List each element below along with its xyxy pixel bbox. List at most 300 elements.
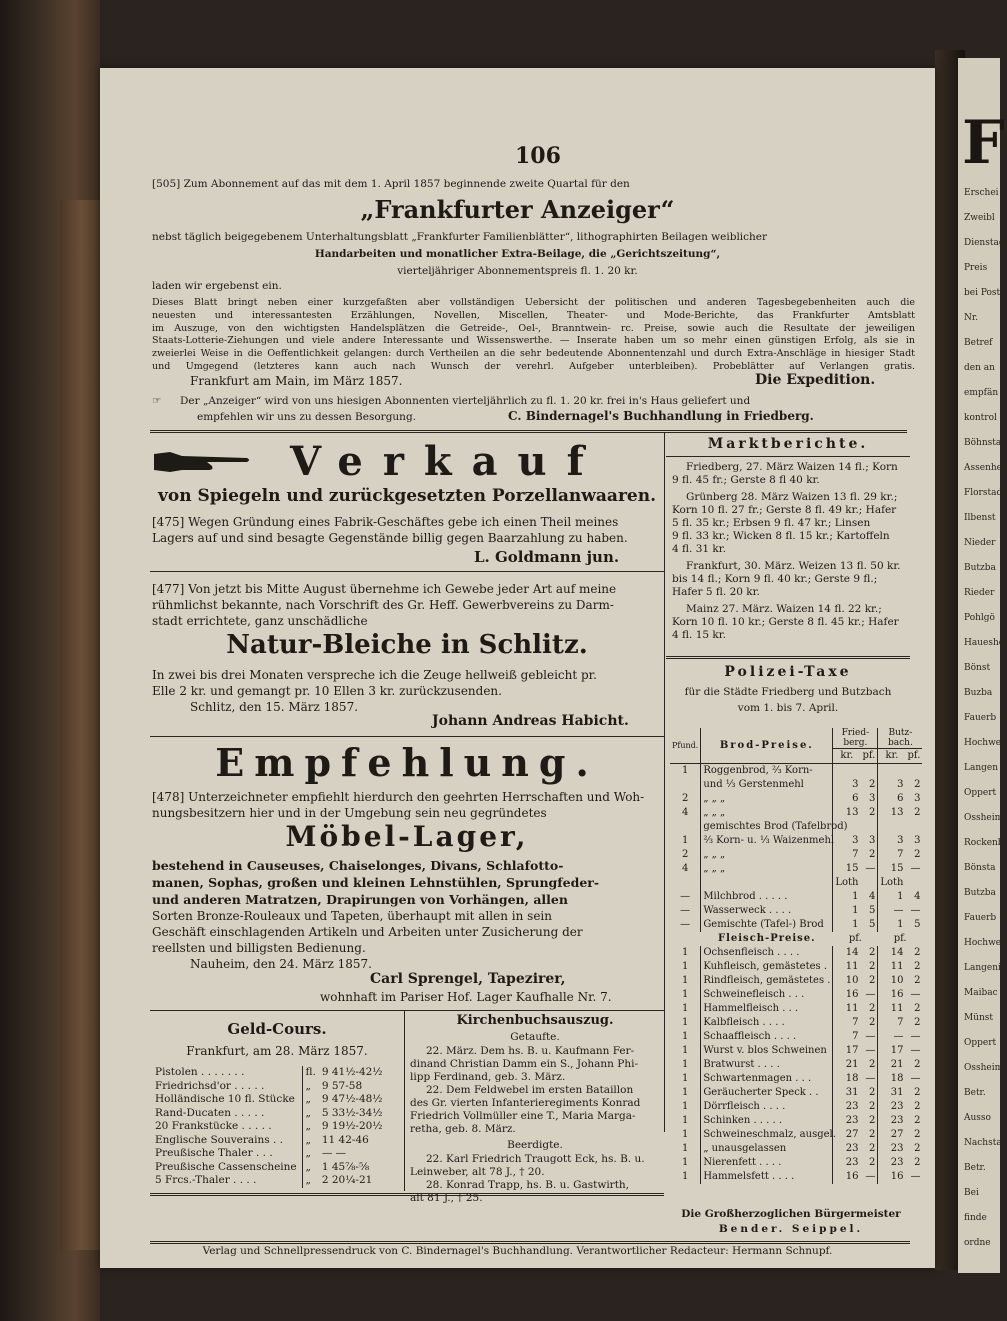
verkauf-subtitle: von Spiegeln und zurückgesetzten Porzellanwaaren. (158, 486, 656, 506)
tax-cell: 23 (845, 1115, 859, 1126)
next-page-text-fragment: Haueshei (964, 638, 1007, 648)
next-page-text-fragment: Fauerb (964, 913, 997, 923)
tax-cell: Schaaffleisch . . . . (701, 1030, 833, 1044)
tax-cell: Nierenfett . . . . (701, 1156, 833, 1170)
tax-cell: 27 (845, 1129, 859, 1140)
empfehlung-line8: reellsten und billigsten Bedienung. (152, 941, 366, 955)
brod-row (670, 820, 922, 834)
fleisch-row (670, 1044, 922, 1058)
fleisch-row (670, 974, 922, 988)
geld-value: 2 20¼-21 (321, 1174, 373, 1186)
tax-cell: 4 (670, 862, 701, 876)
next-page-text-fragment: bei Post (964, 288, 1001, 298)
geld-value: 5 33½-34½ (321, 1106, 383, 1119)
bleiche-line2: rühmlichst bekannte, nach Vorschrift des Gr. Heff. Gewerbvereins zu Darm- (152, 598, 614, 612)
geld-unit: „ (302, 1174, 319, 1188)
tax-cell: Schweineschmalz, ausgel. (701, 1128, 833, 1142)
geld-value: 9 47½-48½ (321, 1093, 383, 1105)
tax-cell: 1 (670, 1086, 701, 1100)
empfehlung-signature: Carl Sprengel, Tapezirer, (370, 971, 566, 987)
tax-cell: 1 (670, 764, 701, 779)
kirche-entry (410, 1153, 662, 1179)
geld-name: Englische Souverains . . (155, 1133, 284, 1146)
tax-cell: Rindfleisch, gemästetes . (701, 974, 833, 988)
tax-cell: Loth (880, 877, 904, 888)
markt-list (672, 461, 910, 646)
fleisch-row (670, 1030, 922, 1044)
tax-cell: — (860, 988, 877, 1002)
abo-note-signature: C. Bindernagel's Buchhandlung in Friedberg. (508, 409, 814, 423)
kirche-line: Leinweber, alt 78 J., † 20. (410, 1166, 545, 1178)
geld-value: 11 42-46 (321, 1133, 369, 1146)
next-page-text-fragment: Ossheim (964, 1063, 1004, 1073)
tax-cell: 3 (852, 779, 859, 790)
tax-cell: 3 (860, 792, 877, 806)
kirche-line: 22. März. Dem hs. B. u. Kaufmann Fer- (426, 1045, 635, 1057)
bleiche-title: Natur-Bleiche in Schlitz. (226, 630, 588, 660)
tax-cell: Wasserweck . . . . (701, 904, 833, 918)
kirche-entry (410, 1084, 662, 1136)
tax-cell: 7 (852, 1017, 859, 1028)
fleisch-row (670, 988, 922, 1002)
geld-value: 1 45⅞-⅝ (321, 1160, 370, 1173)
verkauf-title: Verkauf (290, 438, 604, 485)
tax-cell: 1 (670, 988, 701, 1002)
tax-cell: 17 (845, 1045, 859, 1056)
geld-row (152, 1120, 386, 1134)
tax-cell: Wurst v. blos Schweinen (701, 1044, 833, 1058)
head-friedberg: Fried-berg. (833, 728, 878, 749)
tax-cell (670, 876, 701, 890)
brod-row (670, 876, 922, 890)
page-number: 106 (515, 143, 561, 169)
fleisch-pf-1: pf. (848, 933, 862, 944)
tax-cell: Ochsenfleisch . . . . (701, 946, 833, 960)
tax-cell: „ „ „ (701, 862, 833, 876)
next-page-text-fragment: Preis (964, 263, 988, 273)
brod-row (670, 848, 922, 862)
tax-cell: — (893, 905, 904, 916)
markt-line: Korn 10 fl. 10 kr.; Gerste 8 fl. 45 kr.; Hafer (672, 616, 899, 628)
tax-cell (860, 876, 877, 890)
geld-name: Preußische Thaler . . . (155, 1147, 273, 1159)
next-page-text-fragment: Buzba (964, 688, 993, 698)
tax-cell: 2 (914, 1003, 921, 1014)
abo-line2: nebst täglich beigegebenem Unterhaltungsblatt „Frankfurter Familienblätter“, lithographirten Beilagen weiblicher (152, 231, 768, 243)
next-page-text-fragment: Rockenb (964, 838, 1004, 848)
next-page-text-fragment: Florstad (964, 488, 1003, 498)
tax-cell: 7 (897, 849, 904, 860)
empfehlung-title: Empfehlung. (215, 740, 599, 785)
divider-verkauf (150, 571, 664, 572)
tax-cell: 11 (845, 1003, 859, 1014)
fleisch-row (670, 946, 922, 960)
tax-cell: 5 (860, 918, 877, 932)
abo-signature: Die Expedition. (755, 372, 876, 388)
kirche-line: retha, geb. 8. März. (410, 1123, 516, 1135)
tax-cell: 3 (897, 779, 904, 790)
geld-unit: „ (302, 1080, 319, 1094)
tax-cell: — (910, 1073, 921, 1084)
markt-line: Mainz 27. März. Waizen 14 fl. 22 kr.; (686, 603, 882, 615)
verkauf-line2: Lagers auf und sind besagte Gegenstände billig gegen Baarzahlung zu haben. (152, 531, 628, 545)
kirche-line: 22. Dem Feldwebel im ersten Bataillon (426, 1084, 634, 1096)
fleisch-row (670, 1156, 922, 1170)
tax-cell: 6 (852, 793, 859, 804)
fleisch-row (670, 1072, 922, 1086)
tax-cell: 1 (670, 974, 701, 988)
tax-cell: 15 (890, 863, 904, 874)
geld-unit: fl. (302, 1066, 319, 1080)
tax-cell: 4 (670, 806, 701, 820)
head-kr-2: kr. (878, 749, 906, 764)
geld-unit: „ (302, 1134, 319, 1148)
tax-cell: Kuhfleisch, gemästetes . (701, 960, 833, 974)
geld-value: 9 57-58 (321, 1079, 363, 1092)
tax-cell: 2 (914, 1115, 921, 1126)
tax-cell: Dörrfleisch . . . . (701, 1100, 833, 1114)
tax-cell: 1 (670, 960, 701, 974)
tax-cell (860, 764, 877, 779)
abo-line3: Handarbeiten und monatlicher Extra-Beilage, die „Gerichtszeitung“, (314, 248, 721, 260)
geld-kirche-divider (404, 1011, 405, 1191)
geld-unit: „ (302, 1093, 319, 1107)
polizei-sub2: vom 1. bis 7. April. (737, 702, 839, 714)
next-page-text-fragment: ordne (964, 1238, 991, 1248)
tax-cell: Hammelsfett . . . . (701, 1170, 833, 1184)
geld-unit: „ (302, 1120, 319, 1134)
brod-row (670, 904, 922, 918)
next-page-text-fragment: finde (964, 1213, 987, 1223)
polizei-sign2: Bender. Seippel. (718, 1223, 864, 1235)
tax-cell (833, 764, 861, 779)
abo-line5: laden wir ergebenst ein. (152, 280, 282, 292)
tax-cell: 1 (670, 1114, 701, 1128)
tax-cell: 2 (860, 974, 877, 988)
tax-cell (860, 820, 877, 834)
abo-note1: Der „Anzeiger“ wird von uns hiesigen Abonnenten vierteljährlich zu fl. 1. 20 kr. frei in's Haus geliefert und (180, 395, 751, 407)
tax-cell: 17 (890, 1045, 904, 1056)
tax-cell: 4 (860, 890, 877, 904)
tax-cell: 11 (845, 961, 859, 972)
tax-cell: 2 (670, 848, 701, 862)
tax-cell: Gemischte (Tafel-) Brod (701, 918, 833, 932)
column-divider (664, 432, 665, 1132)
geld-name: 5 Frcs.-Thaler . . . . (155, 1174, 257, 1186)
fleisch-row (670, 1016, 922, 1030)
geld-row (152, 1161, 386, 1175)
kirche-getaufte-list (410, 1045, 662, 1136)
tax-cell: 2 (914, 975, 921, 986)
tax-cell: 2 (914, 807, 921, 818)
geld-date: Frankfurt, am 28. März 1857. (186, 1044, 368, 1058)
tax-cell: 4 (914, 891, 921, 902)
geld-table (152, 1066, 386, 1188)
tax-cell: 1 (852, 919, 859, 930)
tax-cell: 2 (860, 1156, 877, 1170)
kirche-line: Friedrich Vollmüller eine T., Maria Marga- (410, 1110, 636, 1122)
tax-cell: 1 (852, 905, 859, 916)
tax-cell: 6 (897, 793, 904, 804)
next-page-text-fragment: Dienstag (964, 238, 1005, 248)
bleiche-line3: stadt errichtete, ganz unschädliche (152, 614, 368, 628)
tax-cell: — (893, 1031, 904, 1042)
kirche-getaufte-heading: Getaufte. (510, 1031, 560, 1043)
tax-cell: 16 (845, 1171, 859, 1182)
tax-cell: 1 (670, 1002, 701, 1016)
next-page-text-fragment: Betr. (964, 1163, 986, 1173)
markt-entry (672, 560, 910, 599)
next-page-text-fragment: Ausso (964, 1113, 991, 1123)
tax-cell: 1 (670, 1170, 701, 1184)
tax-cell: 2 (860, 1086, 877, 1100)
markt-line: Korn 10 fl. 27 fr.; Gerste 8 fl. 49 kr.; Hafer (672, 504, 897, 516)
tax-cell: 1 (670, 1044, 701, 1058)
next-page-text-fragment: Langeni (964, 963, 1001, 973)
abo-body-line: und Umgegend (letzteres kann auch nach Wunsch der verehrl. Aufgeber unterbleiben). Probeblätter auf Verlangen gratis. (152, 360, 915, 372)
tax-cell: Hammelfleisch . . . (701, 1002, 833, 1016)
tax-cell: und ⅓ Gerstenmehl (701, 778, 833, 792)
tax-cell (670, 820, 701, 834)
tax-cell: „ „ „ (701, 848, 833, 862)
tax-cell: 2 (860, 960, 877, 974)
kirche-line: dinand Christian Damm ein S., Johann Phi- (410, 1058, 639, 1070)
tax-cell: 2 (860, 848, 877, 862)
next-page-text-fragment: Bönst (964, 663, 991, 673)
tax-cell: 2 (914, 779, 921, 790)
tax-cell: Loth (835, 877, 859, 888)
abo-body-line: Dieses Blatt bringt neben einer kurzgefaßten aber vollständigen Uebersicht der politischen und anderen Tagesbegebenheiten auch die (152, 297, 915, 308)
empfehlung-line3: bestehend in Causeuses, Chaiselonges, Divans, Schlafotto- (152, 858, 564, 873)
tax-cell: 3 (914, 835, 921, 846)
next-page-text-fragment: Hochwe (964, 738, 1002, 748)
head-pf-2: pf. (906, 749, 923, 764)
tax-cell: 3 (860, 834, 877, 848)
geld-row (152, 1080, 386, 1094)
next-page-text-fragment: Ilbenst (964, 513, 996, 523)
empfehlung-line7: Geschäft einschlagenden Artikeln und Arbeiten unter Zusicherung der (152, 925, 583, 939)
abo-body-line: neuesten und interessantesten Erzählungen, Novellen, Miscellen, Theater- und Mode-Berichte, das Frankfurter Amtsblatt (152, 309, 915, 321)
empfehlung-line6: Sorten Bronze-Rouleaux und Tapeten, überhaupt mit allen in sein (152, 909, 552, 923)
markt-entry (672, 491, 910, 556)
tax-cell: 21 (845, 1059, 859, 1070)
geld-row (152, 1093, 386, 1107)
tax-cell: gemischtes Brod (Tafelbrod) (701, 820, 833, 834)
tax-cell: 16 (845, 989, 859, 1000)
tax-cell: 2 (860, 806, 877, 820)
tax-cell: 18 (845, 1073, 859, 1084)
abo-line1: [505] Zum Abonnement auf das mit dem 1. April 1857 beginnende zweite Quartal für den (152, 178, 630, 190)
bleiche-signature: Johann Andreas Habicht. (432, 713, 629, 729)
tax-cell: 16 (890, 989, 904, 1000)
markt-title: Marktberichte. (707, 436, 869, 452)
fleisch-row (670, 1086, 922, 1100)
next-page-text-fragment: Butzba (964, 563, 996, 573)
next-page-text-fragment: empfän (964, 388, 999, 398)
tax-cell: 1 (670, 1016, 701, 1030)
tax-cell: 1 (670, 1156, 701, 1170)
newspaper-page (100, 68, 935, 1268)
tax-cell: 1 (670, 1058, 701, 1072)
tax-cell: Milchbrod . . . . . (701, 890, 833, 904)
tax-cell: 16 (890, 1171, 904, 1182)
tax-cell: 1 (897, 891, 904, 902)
empfehlung-address: wohnhaft im Pariser Hof. Lager Kaufhalle Nr. 7. (320, 990, 612, 1004)
footer-imprint: Verlag und Schnellpressendruck von C. Bindernagel's Buchhandlung. Verantwortlicher Redacteur: Hermann Schnupf. (202, 1245, 833, 1257)
head-butzbach: Butz-bach. (887, 728, 913, 748)
tax-cell: 1 (670, 834, 701, 848)
next-page-text-fragment: den an (964, 363, 995, 373)
bleiche-place: Schlitz, den 15. März 1857. (190, 700, 359, 714)
kirche-line: 28. Konrad Trapp, hs. B. u. Gastwirth, (426, 1179, 630, 1191)
pointing-hand-icon (152, 446, 252, 476)
abo-body-line: im Auszuge, von den wichtigsten Handelsplätzen die Getreide-, Oel-, Branntwein- rc. Preise, sowie auch die Resultate der jeweiligen (152, 322, 915, 334)
tax-cell: — (910, 989, 921, 1000)
tax-cell: 11 (890, 961, 904, 972)
geld-unit: „ (302, 1147, 319, 1161)
kirche-line: lipp Ferdinand, geb. 3. März. (410, 1071, 566, 1083)
tax-cell: — (670, 918, 701, 932)
abo-body-line: Staats-Lotterie-Ziehungen und viele andere Interessante und Wissenswerthe. — Inserate haben um so mehr einen günstigen Erfolg, als sie in (152, 335, 915, 347)
brod-row (670, 792, 922, 806)
tax-cell (906, 764, 923, 779)
tax-cell: 2 (860, 1016, 877, 1030)
tax-cell: 21 (890, 1059, 904, 1070)
next-page-text-fragment: Betref (964, 338, 993, 348)
tax-cell: 5 (860, 904, 877, 918)
tax-cell: 27 (890, 1129, 904, 1140)
tax-cell: 1 (897, 919, 904, 930)
fleisch-pf-2: pf. (893, 933, 907, 944)
tax-cell: — (910, 1171, 921, 1182)
divider-polizei (666, 656, 910, 659)
tax-cell: — (670, 890, 701, 904)
tax-cell: 10 (890, 975, 904, 986)
bleiche-line5: Elle 2 kr. und gemangt pr. 10 Ellen 3 kr. zurückzusenden. (152, 684, 502, 698)
markt-line: 9 fl. 33 kr.; Wicken 8 fl. 15 kr.; Kartoffeln (672, 530, 890, 542)
tax-cell: 2 (914, 961, 921, 972)
next-page-text-fragment: Zweibl (964, 213, 995, 223)
geld-name: Friedrichsd'or . . . . . (155, 1079, 265, 1092)
fleisch-row (670, 1100, 922, 1114)
tax-cell: 2 (670, 792, 701, 806)
kirche-line: alt 81 J., † 25. (410, 1192, 483, 1204)
markt-line: Frankfurt, 30. März. Weizen 13 fl. 50 kr. (686, 560, 901, 572)
divider-bottom-left (150, 1193, 664, 1196)
tax-cell: 7 (852, 1031, 859, 1042)
tax-cell (906, 820, 923, 834)
geld-name: Pistolen . . . . . . . (155, 1066, 245, 1078)
polizei-title: Polizei-Taxe (724, 664, 852, 680)
next-page-text-fragment: Pohlgö (964, 613, 995, 623)
next-page-text-fragment: Erschei (964, 188, 999, 198)
abo-place: Frankfurt am Main, im März 1857. (190, 374, 403, 388)
next-page-text-fragment: Böhnstad (964, 438, 1007, 448)
kirche-beerdigte-list (410, 1153, 662, 1205)
tax-cell: 14 (890, 947, 904, 958)
tax-cell: Schinken . . . . . (701, 1114, 833, 1128)
tax-cell: — (910, 863, 921, 874)
markt-line: 5 fl. 35 kr.; Erbsen 9 fl. 47 kr.; Linsen (672, 517, 871, 529)
tax-cell: Schweinefleisch . . . (701, 988, 833, 1002)
tax-cell: „ „ „ (701, 792, 833, 806)
divider-bleiche (150, 736, 664, 737)
next-page-text-fragment: Assenhei (964, 463, 1005, 473)
markt-entry (672, 603, 910, 642)
next-page-text-fragment: kontrol (964, 413, 997, 423)
polizei-table-wrap (670, 728, 921, 1184)
kirche-beerdigte-heading: Beerdigte. (507, 1139, 563, 1151)
fleisch-row (670, 1114, 922, 1128)
next-page-text-fragment: Maibac (964, 988, 998, 998)
next-page-text-fragment: Nieder (964, 538, 996, 548)
tax-cell: 1 (670, 1100, 701, 1114)
divider-footer (150, 1241, 910, 1244)
tax-cell: 3 (897, 835, 904, 846)
markt-line: Friedberg, 27. März Waizen 14 fl.; Korn (686, 461, 898, 473)
tax-cell (906, 876, 923, 890)
geld-row (152, 1107, 386, 1121)
next-page-text-fragment: Bönsta (964, 863, 996, 873)
next-page-fragment (958, 58, 1007, 1273)
markt-entry (672, 461, 910, 487)
tax-cell (878, 820, 906, 834)
next-page-text-fragment: Betr. (964, 1088, 986, 1098)
tax-cell: — (910, 905, 921, 916)
divider-top (150, 430, 907, 433)
tax-cell: 23 (890, 1115, 904, 1126)
tax-cell: 23 (845, 1143, 859, 1154)
empfehlung-line4: manen, Sophas, großen und kleinen Lehnstühlen, Sprungfeder- (152, 875, 600, 890)
tax-cell (701, 876, 833, 890)
head-kr-1: kr. (833, 749, 861, 764)
tax-cell: 1 (670, 1142, 701, 1156)
fleisch-row (670, 1058, 922, 1072)
brod-row (670, 778, 922, 792)
tax-cell: 1 (670, 946, 701, 960)
head-brod: Brod-Preise. (701, 728, 833, 764)
kirche-line: 22. Karl Friedrich Traugott Eck, hs. B. u. (426, 1153, 645, 1165)
kirche-line: des Gr. vierten Infanterieregiments Konrad (410, 1097, 641, 1109)
tax-cell: 23 (845, 1157, 859, 1168)
empfehlung-line2: nungsbesitzern hier und in der Umgebung sein neu gegründetes (152, 806, 547, 820)
tax-cell (878, 764, 906, 779)
next-page-text-fragment: Hochwe (964, 938, 1002, 948)
tax-cell: 23 (845, 1101, 859, 1112)
tax-cell: 23 (890, 1143, 904, 1154)
next-page-text-fragment: Münst (964, 1013, 994, 1023)
geld-title: Geld-Cours. (227, 1020, 327, 1038)
geld-row (152, 1147, 386, 1161)
fleisch-row (670, 1002, 922, 1016)
tax-cell: Geräucherter Speck . . (701, 1086, 833, 1100)
pointing-hand-small-icon: ☞ (152, 395, 162, 407)
empfehlung-line5: und anderen Matratzen, Drapirungen von Vorhängen, allen (152, 892, 568, 907)
geld-value: 9 19½-20½ (321, 1120, 383, 1132)
tax-cell: Kalbfleisch . . . . (701, 1016, 833, 1030)
next-page-text-fragment: Nachsta (964, 1138, 1002, 1148)
polizei-table (670, 728, 922, 1184)
geld-table-wrap (152, 1066, 386, 1188)
head-pf-1: pf. (860, 749, 877, 764)
fleisch-row (670, 1142, 922, 1156)
tax-cell: 1 (670, 1072, 701, 1086)
geld-unit: „ (302, 1107, 319, 1121)
tax-cell: 2 (860, 946, 877, 960)
brod-row (670, 764, 922, 779)
tax-cell: 2 (860, 1002, 877, 1016)
tax-cell: „ unausgelassen (701, 1142, 833, 1156)
